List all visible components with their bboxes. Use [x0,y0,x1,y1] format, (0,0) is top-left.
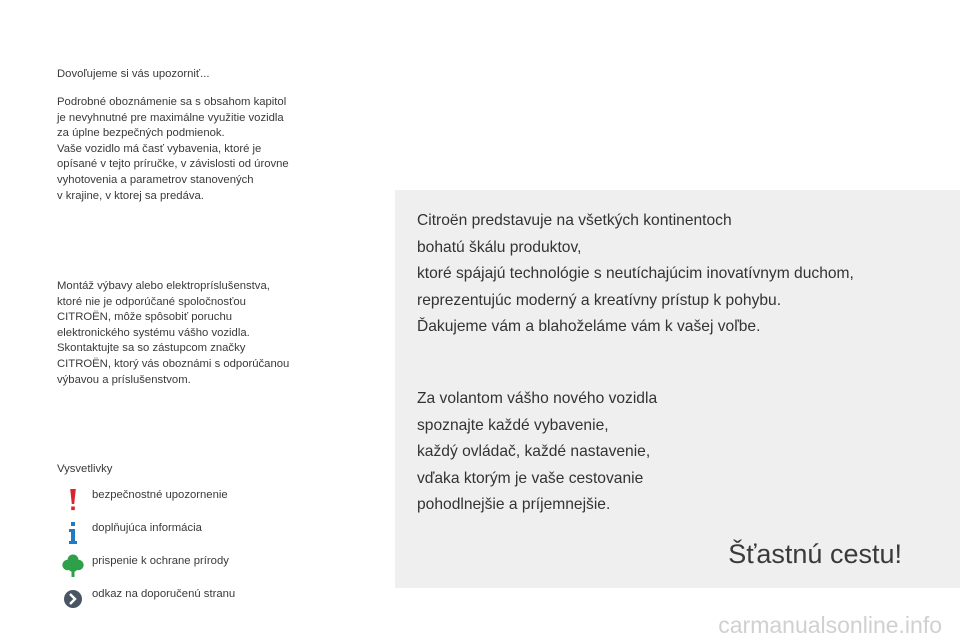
paragraph-attention: Podrobné oboznámenie sa s obsahom kapitol je nevyhnutné pre maximálne využitie vozidla za úplne bezpečných podmienok. Vaše vozidlo má časť vybavenia, ktoré je opísané v tejto príručke, v závislosti od úrovne vyhotovenia a parametrov stanovených v krajine, v ktorej sa predáva. [57,96,289,202]
legend-item-link [62,584,322,617]
panel-paragraph-vehicle: Za volantom vášho nového vozidla spoznajte každé vybavenie, každý ovládač, každé nastavenie, vďaka ktorým je vaše cestovanie pohodlnejšie a príjemnejšie. [417,390,658,513]
legend-list [62,485,322,617]
legend-label: doplňujúca informácia [92,522,202,534]
paragraph-accessories: Montáž výbavy alebo elektropríslušenstva, ktoré nie je odporúčané spoločnosťou CITROËN, môže spôsobiť poruchu elektronického systému vášho vozidla. Skontaktujte sa so zástupcom značky CITROËN, ktorý vás oboznámi s odporúčanou výbavou a príslušenstvom. [57,280,290,386]
exclamation-icon [62,488,84,512]
legend-item-info [62,518,322,551]
watermark-text: carmanualsonline.info [718,612,942,638]
tree-icon [62,554,84,578]
legend-label: odkaz na doporučenú stranu [92,588,236,600]
legend-label: bezpečnostné upozornenie [92,489,228,501]
panel-paragraph-citroen: Citroën predstavuje na všetkých kontinentoch bohatú škálu produktov, ktoré spájajú technológie s neutíchajúcim inovatívnym duchom, reprezentujúc moderný a kreatívny prístup k pohybu. Ďakujeme vám a blahoželáme vám k vašej voľbe. [417,212,854,335]
info-icon [62,521,84,545]
page-link-icon [62,587,84,611]
legend-label: prispenie k ochrane prírody [92,555,229,567]
intro-text: Dovoľujeme si vás upozorniť... [57,68,210,80]
legend-item-warning [62,485,322,518]
welcome-panel [395,190,960,588]
legend-title: Vysvetlivky [57,463,113,475]
closing-greeting: Šťastnú cestu! [728,539,902,569]
legend-item-eco [62,551,322,584]
